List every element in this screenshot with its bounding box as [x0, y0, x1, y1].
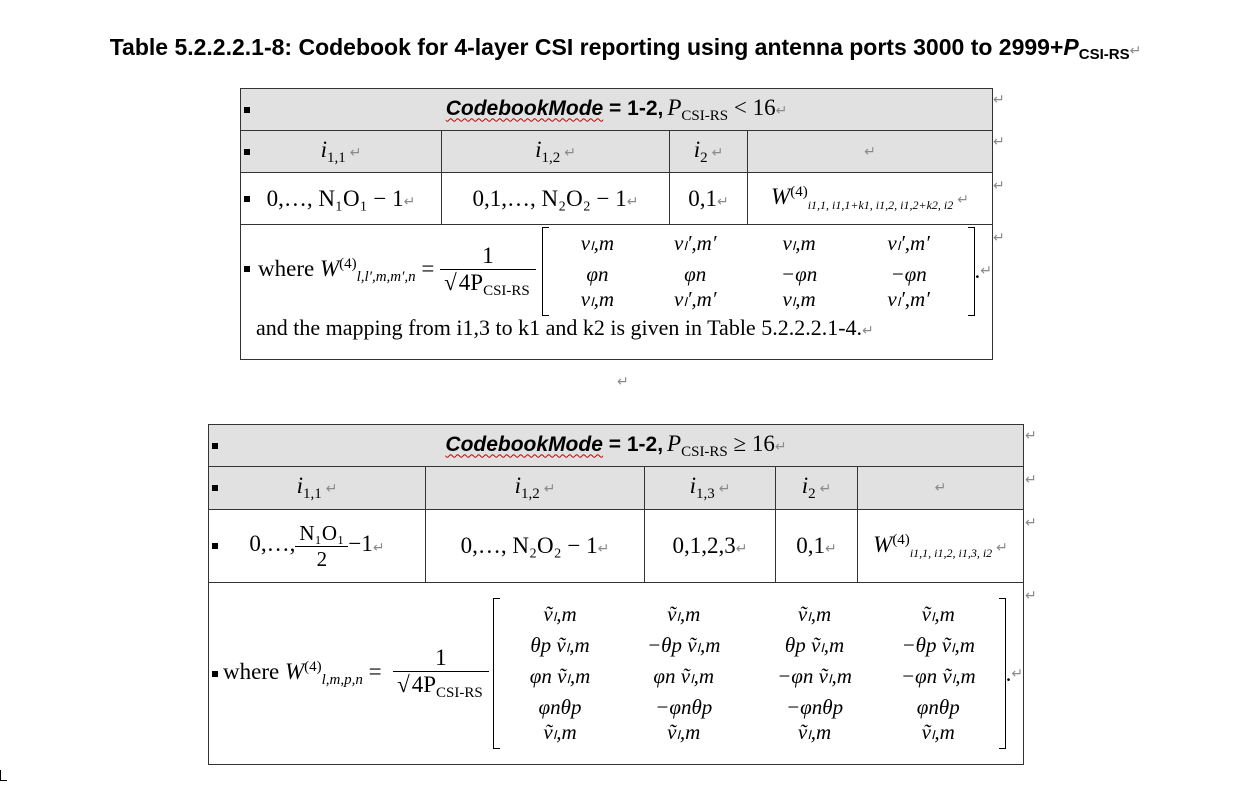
header-empty: ↵	[748, 131, 993, 173]
caption-text: Table 5.2.2.2.1-8: Codebook for 4-layer CSI reporting using antenna ports 3000 to 2999+	[109, 34, 1064, 60]
mode-cell	[209, 425, 1024, 467]
row-bullet-icon	[212, 543, 218, 549]
mapping-text: and the mapping from i1,3 to k1 and k2 is given in Table 5.2.2.2.1-4.↵	[256, 315, 874, 340]
where-label: where	[223, 658, 280, 684]
cell-i2-range: 0,1↵	[776, 510, 858, 583]
header-i2: $i_2$ ↵	[670, 131, 748, 173]
condition-var: P	[667, 94, 682, 120]
condition-var: P	[667, 430, 682, 456]
table-caption	[0, 34, 1251, 63]
condition-op: < 16	[728, 94, 776, 120]
cell-w-label: $W^{(4)}_{i1,1, i1,2, i1,3, i2}$ ↵	[858, 510, 1024, 583]
row-bullet-icon	[244, 196, 250, 202]
mode-value: = 1-2,	[602, 432, 664, 456]
paragraph-mark-icon: ↵	[1129, 43, 1142, 59]
page-corner-mark	[0, 770, 7, 781]
caption-p: P	[1063, 34, 1079, 60]
header-i2: $i_2$ ↵	[776, 467, 858, 510]
table-row	[209, 510, 1024, 583]
cell-i11-range: 0,…, N₁O₁ − 1↵	[241, 173, 442, 225]
row-bullet-icon	[212, 671, 218, 677]
table-mode-row	[241, 89, 993, 131]
formula-matrix: ṽₗ,m ṽₗ,m ṽₗ,m ṽₗ,m θp ṽₗ,m −θp ṽₗ,m θp ṽₗ,m −θp ṽₗ,m φn ṽₗ,m φn ṽₗ,m −φn ṽₗ,m −φn ṽₗ,m φnθp ṽₗ,m −φnθp ṽₗ,m −φnθp ṽₗ,m φnθp ṽₗ,m	[493, 598, 1006, 749]
row-bullet-icon	[212, 485, 218, 491]
cell-i13-range: 0,1,2,3↵	[645, 510, 776, 583]
mode-label: CodebookMode	[445, 432, 603, 456]
row-bullet-icon	[212, 443, 218, 449]
table-row	[209, 583, 1024, 765]
table-mode-row	[209, 425, 1024, 467]
codebook-table-small	[240, 88, 993, 360]
cell-i12-range: 0,1,…, N₂O₂ − 1↵	[442, 173, 670, 225]
table-header-row	[209, 467, 1024, 510]
header-i12: $i_{1,2}$ ↵	[442, 131, 670, 173]
formula-fraction: $\frac{1}{√4P_{CSI-RS}}$	[440, 243, 536, 300]
codebook-table-large	[208, 424, 1024, 765]
condition-sub: CSI-RS	[681, 443, 728, 460]
cell-i2-range: 0,1↵	[670, 173, 748, 225]
cell-i12-range: 0,…, N₂O₂ − 1↵	[426, 510, 645, 583]
header-i13: $i_{1,3}$ ↵	[645, 467, 776, 510]
paragraph-mark-icon: ↵	[774, 438, 787, 455]
header-empty: ↵	[858, 467, 1024, 510]
table-row	[241, 225, 993, 360]
caption-p-sub: CSI-RS	[1078, 46, 1130, 63]
formula-matrix: vₗ,m vₗ′,m′ vₗ,m vₗ′,m′ φn vₗ,m φn vₗ′,m′ −φn vₗ,m −φn vₗ′,m′	[542, 227, 975, 316]
formula-fraction: $\frac{1}{√4P_{CSI-RS}}$	[393, 645, 489, 702]
where-cell: where $W^{(4)}_{l,m,p,n}$ = $\frac{1}{√4P_{CSI-RS}}$ ṽₗ,m ṽₗ,m ṽₗ,m ṽₗ,m θp ṽₗ,m −θp ṽₗ,m θp ṽₗ,m −θp ṽₗ,m φn ṽₗ,m φn ṽₗ,m −φn ṽₗ,m −φn ṽₗ,m φnθp ṽₗ,m −φnθp ṽₗ,m −φnθp ṽₗ,m φnθp ṽₗ,m . ↵	[209, 583, 1024, 765]
condition-op: ≥ 16	[727, 430, 775, 456]
row-bullet-icon	[244, 149, 250, 155]
header-i11: $i_{1,1}$ ↵	[241, 131, 442, 173]
row-bullet-icon	[244, 266, 250, 272]
cell-w-label: $W^{(4)}_{i1,1, i1,1+k1, i1,2, i1,2+k2, i2}$ ↵	[748, 173, 993, 225]
mode-value: = 1-2,	[603, 96, 664, 120]
where-cell: where $W^{(4)}_{l,l',m,m',n}$ = $\frac{1}{√4P_{CSI-RS}}$ vₗ,m vₗ′,m′ vₗ,m vₗ′,m′ φn vₗ,m φn vₗ′,m′ −φn vₗ,m −φn vₗ′,m′ . ↵ and the mapping from i1,3 to k1 and k2 is given in Table 5.2.2.2.1-4.↵	[241, 225, 993, 360]
where-label: where	[258, 256, 315, 281]
paragraph-mark-icon: ↵	[617, 374, 629, 390]
mode-label: CodebookMode	[445, 96, 604, 120]
paragraph-mark-icon: ↵	[775, 102, 788, 119]
header-i12: $i_{1,2}$ ↵	[426, 467, 645, 510]
cell-i11-range: 0,…, $\frac{\text{N₁O₁}}{2}$ −1↵	[209, 510, 426, 583]
condition-sub: CSI-RS	[681, 107, 729, 124]
header-i11: $i_{1,1}$ ↵	[209, 467, 426, 510]
table-row	[241, 173, 993, 225]
table-header-row	[241, 131, 993, 173]
mode-cell	[241, 89, 993, 131]
row-bullet-icon	[244, 107, 250, 113]
